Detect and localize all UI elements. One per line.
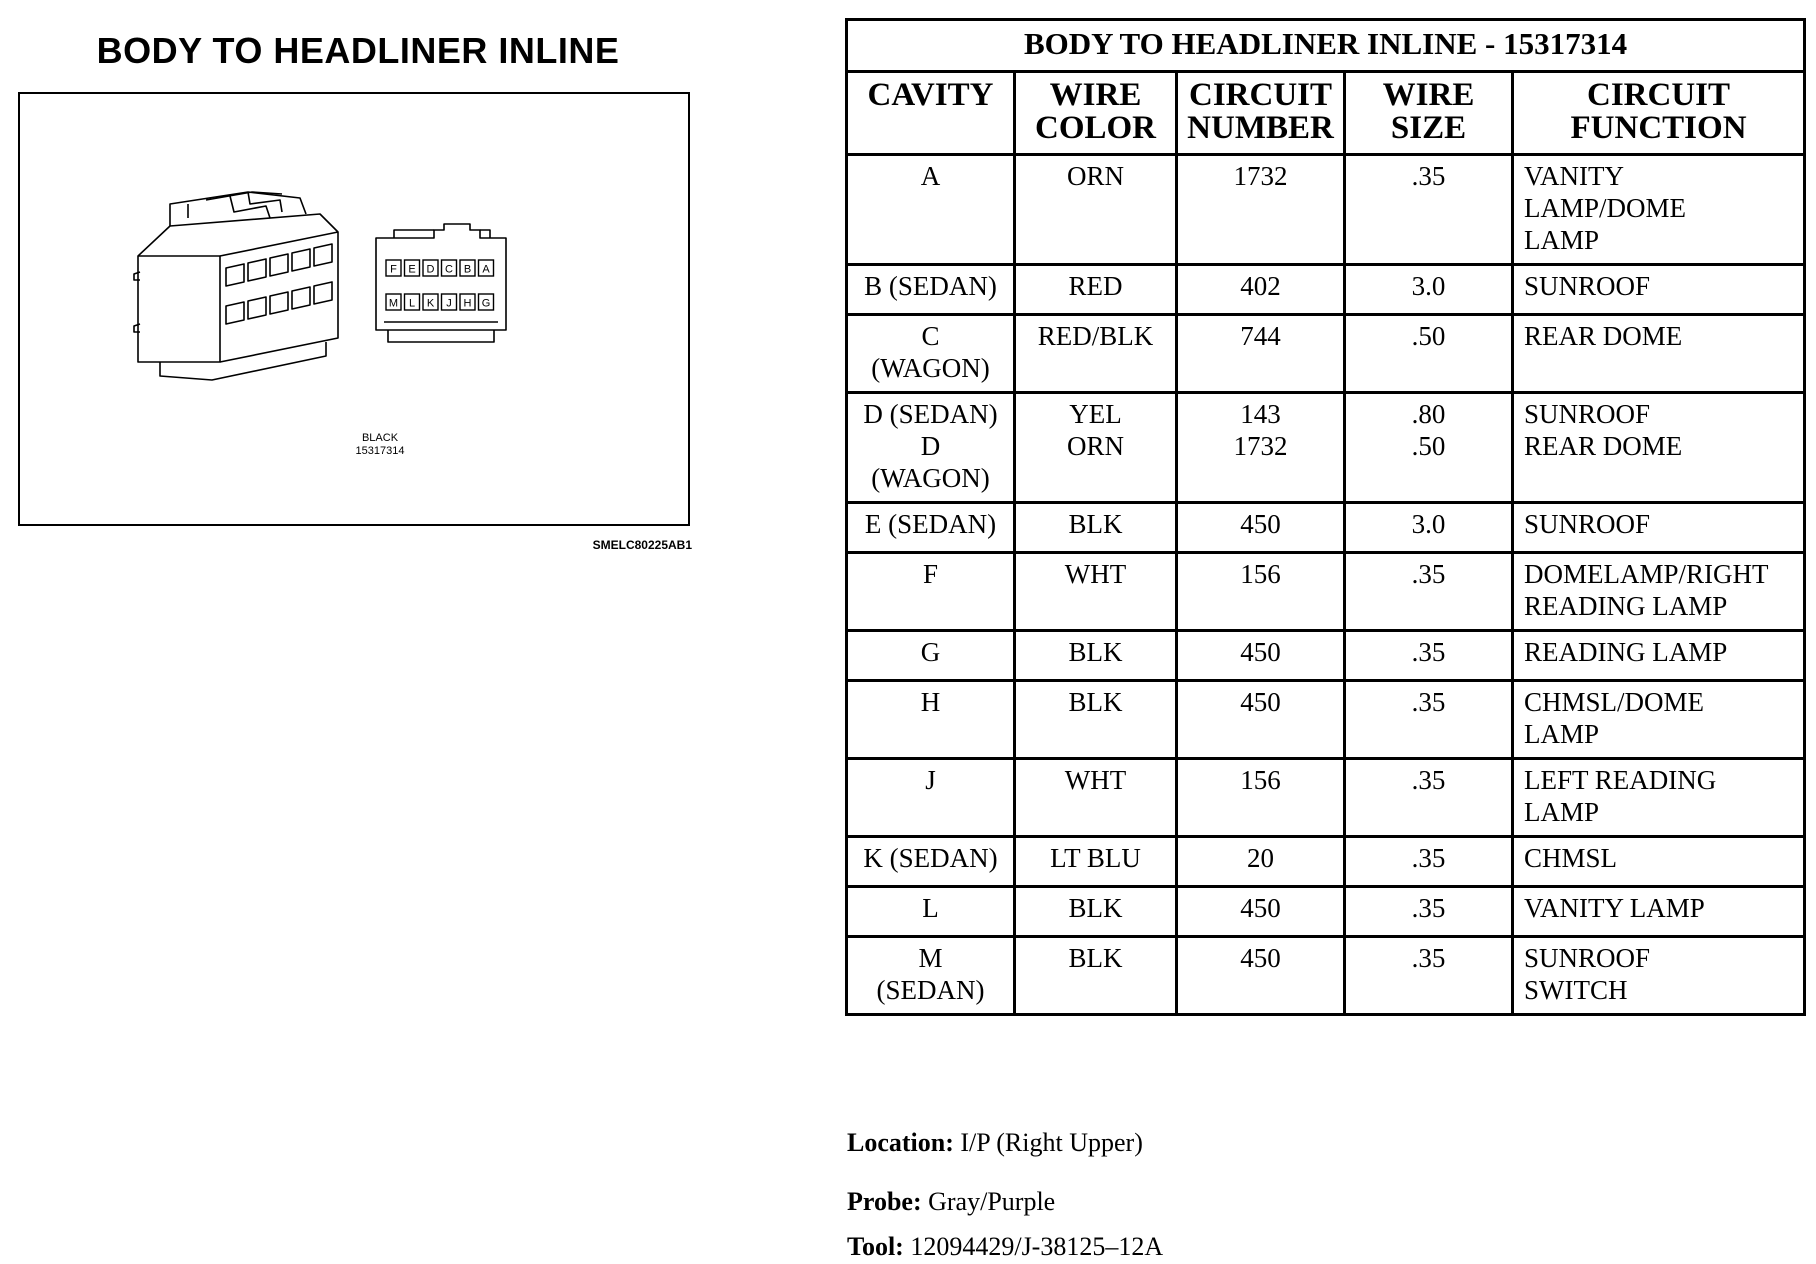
wire-size-cell: .80 .50 <box>1345 393 1513 503</box>
tool-value: 12094429/J-38125–12A <box>910 1232 1164 1261</box>
circuit-function-cell: READING LAMP <box>1513 631 1805 681</box>
cavity-cell: H <box>847 681 1015 759</box>
wire-color-cell: BLK <box>1015 503 1177 553</box>
table-row <box>847 759 1805 837</box>
circuit-function-cell: SUNROOF SWITCH <box>1513 937 1805 1015</box>
wire-color-cell: BLK <box>1015 681 1177 759</box>
table-row <box>847 155 1805 265</box>
wire-color-cell: BLK <box>1015 937 1177 1015</box>
circuit-number-cell: 450 <box>1177 631 1345 681</box>
wire-size-cell: .35 <box>1345 681 1513 759</box>
wire-size-cell: .35 <box>1345 155 1513 265</box>
circuit-number-cell: 402 <box>1177 265 1345 315</box>
wire-color-cell: WHT <box>1015 553 1177 631</box>
circuit-number-cell: 156 <box>1177 759 1345 837</box>
column-header: WIRE SIZE <box>1345 72 1513 155</box>
connector-part-number: 15317314 <box>355 445 405 457</box>
cavity-cell: A <box>847 155 1015 265</box>
wire-size-cell: .35 <box>1345 631 1513 681</box>
pin-label: K <box>426 297 435 310</box>
connector-diagram <box>18 92 690 526</box>
column-header: CIRCUIT FUNCTION <box>1513 72 1805 155</box>
table-body <box>847 155 1805 1015</box>
circuit-number-cell: 450 <box>1177 681 1345 759</box>
wire-color-cell: BLK <box>1015 887 1177 937</box>
wire-size-cell: 3.0 <box>1345 265 1513 315</box>
pin-label: C <box>445 263 453 276</box>
column-header: CIRCUIT NUMBER <box>1177 72 1345 155</box>
table-row <box>847 887 1805 937</box>
table-row <box>847 315 1805 393</box>
cavity-cell: D (SEDAN) D (WAGON) <box>847 393 1015 503</box>
connector-color: BLACK <box>361 432 399 444</box>
table-row <box>847 393 1805 503</box>
cavity-cell: K (SEDAN) <box>847 837 1015 887</box>
circuit-function-cell: VANITY LAMP/DOME LAMP <box>1513 155 1805 265</box>
cavity-cell: G <box>847 631 1015 681</box>
table-header-row <box>847 72 1805 155</box>
location-value: I/P (Right Upper) <box>960 1128 1143 1157</box>
circuit-number-cell: 450 <box>1177 937 1345 1015</box>
wire-size-cell: .35 <box>1345 887 1513 937</box>
pin-label: A <box>482 263 490 276</box>
pin-label: E <box>408 263 416 276</box>
cavity-cell: L <box>847 887 1015 937</box>
cavity-cell: M (SEDAN) <box>847 937 1015 1015</box>
figure-id: SMELC80225AB1 <box>592 538 692 552</box>
circuit-function-cell: LEFT READING LAMP <box>1513 759 1805 837</box>
pinout-table <box>845 18 1806 1016</box>
wire-color-cell: BLK <box>1015 631 1177 681</box>
pin-label: F <box>390 263 397 276</box>
circuit-function-cell: SUNROOF <box>1513 503 1805 553</box>
circuit-number-cell: 156 <box>1177 553 1345 631</box>
wire-color-cell: RED <box>1015 265 1177 315</box>
location-label: Location: <box>847 1128 954 1157</box>
cavity-cell: F <box>847 553 1015 631</box>
pin-label: G <box>481 297 491 310</box>
wire-size-cell: .35 <box>1345 759 1513 837</box>
probe-line <box>847 1187 1055 1217</box>
table-row <box>847 265 1805 315</box>
circuit-number-cell: 1732 <box>1177 155 1345 265</box>
connector-drawing <box>20 94 692 528</box>
wire-size-cell: .35 <box>1345 553 1513 631</box>
location-line <box>847 1128 1143 1158</box>
tool-line <box>847 1232 1163 1262</box>
cavity-cell: C (WAGON) <box>847 315 1015 393</box>
wire-color-cell: LT BLU <box>1015 837 1177 887</box>
pin-label: H <box>463 297 472 310</box>
wire-color-cell: ORN <box>1015 155 1177 265</box>
cavity-cell: E (SEDAN) <box>847 503 1015 553</box>
wire-size-cell: .35 <box>1345 837 1513 887</box>
circuit-number-cell: 143 1732 <box>1177 393 1345 503</box>
circuit-function-cell: SUNROOF <box>1513 265 1805 315</box>
wire-color-cell: WHT <box>1015 759 1177 837</box>
circuit-number-cell: 20 <box>1177 837 1345 887</box>
pin-label: J <box>446 297 452 310</box>
pin-row-top <box>386 260 494 276</box>
probe-value: Gray/Purple <box>928 1187 1056 1216</box>
wire-color-cell: RED/BLK <box>1015 315 1177 393</box>
circuit-function-cell: CHMSL/DOME LAMP <box>1513 681 1805 759</box>
column-header: WIRE COLOR <box>1015 72 1177 155</box>
circuit-number-cell: 450 <box>1177 503 1345 553</box>
table-row <box>847 937 1805 1015</box>
circuit-function-cell: REAR DOME <box>1513 315 1805 393</box>
connector-label <box>320 432 440 458</box>
table-row <box>847 503 1805 553</box>
circuit-number-cell: 744 <box>1177 315 1345 393</box>
connector-title: BODY TO HEADLINER INLINE <box>96 30 620 71</box>
pin-row-bottom <box>386 294 494 310</box>
circuit-function-cell: SUNROOF REAR DOME <box>1513 393 1805 503</box>
table-row <box>847 553 1805 631</box>
cavity-cell: J <box>847 759 1015 837</box>
cavity-cell: B (SEDAN) <box>847 265 1015 315</box>
pin-label: M <box>388 297 399 310</box>
table-row <box>847 681 1805 759</box>
wire-color-cell: YEL ORN <box>1015 393 1177 503</box>
table-caption: BODY TO HEADLINER INLINE - 15317314 <box>847 20 1805 72</box>
circuit-number-cell: 450 <box>1177 887 1345 937</box>
wire-size-cell: 3.0 <box>1345 503 1513 553</box>
wire-size-cell: .35 <box>1345 937 1513 1015</box>
table-row <box>847 837 1805 887</box>
circuit-function-cell: CHMSL <box>1513 837 1805 887</box>
pin-label: L <box>408 297 416 310</box>
column-header: CAVITY <box>847 72 1015 155</box>
circuit-function-cell: DOMELAMP/RIGHT READING LAMP <box>1513 553 1805 631</box>
pin-label: B <box>463 263 472 276</box>
wire-size-cell: .50 <box>1345 315 1513 393</box>
circuit-function-cell: VANITY LAMP <box>1513 887 1805 937</box>
probe-label: Probe: <box>847 1187 922 1216</box>
table-row <box>847 631 1805 681</box>
pin-label: D <box>426 263 435 276</box>
tool-label: Tool: <box>847 1232 904 1261</box>
